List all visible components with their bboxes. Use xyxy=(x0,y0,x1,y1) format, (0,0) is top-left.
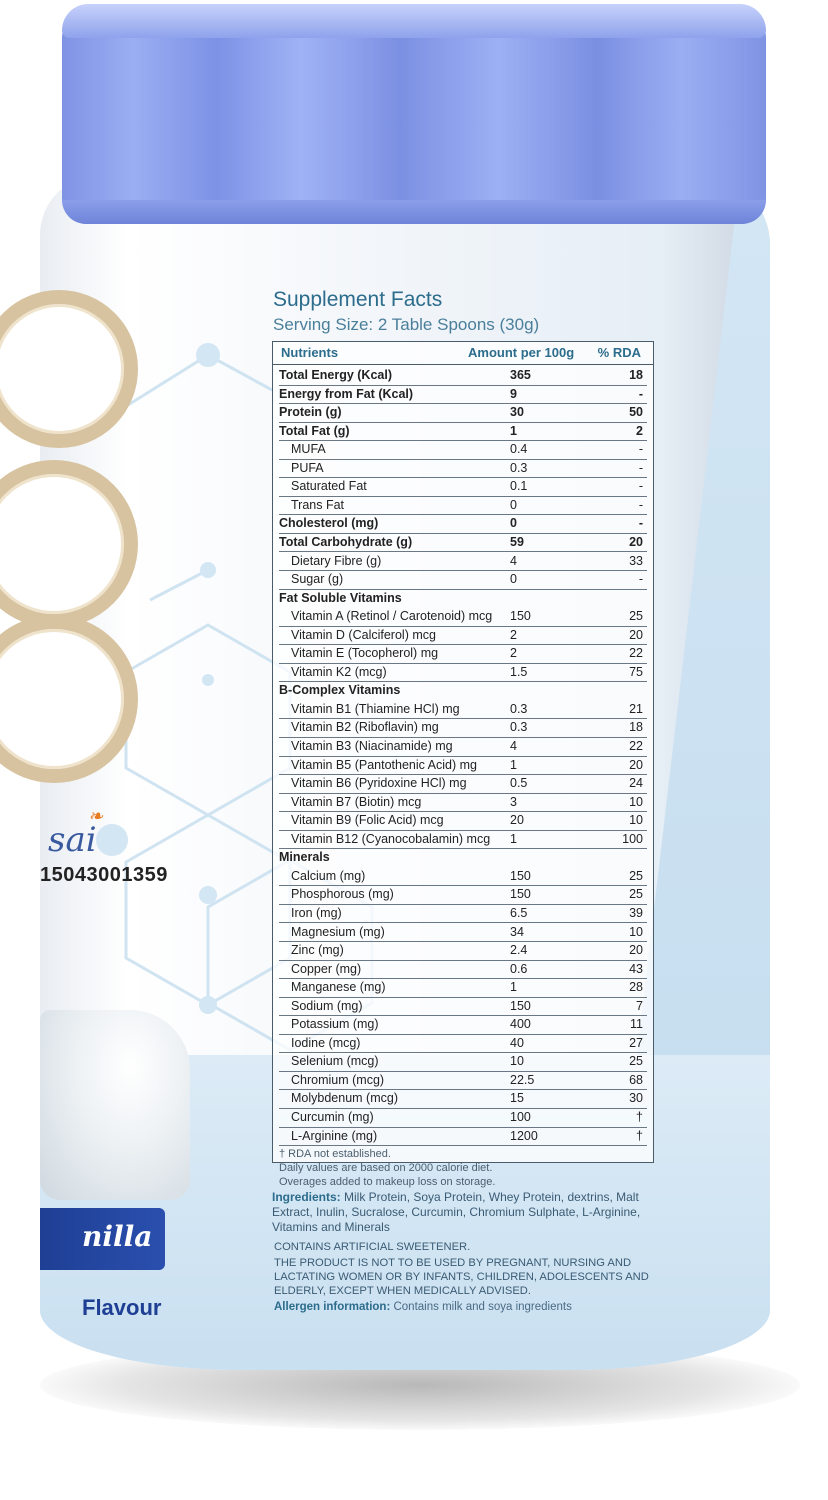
table-section-heading xyxy=(279,848,647,867)
nutrient-amount: 0.1 xyxy=(510,479,528,494)
nutrient-name: Saturated Fat xyxy=(291,479,367,494)
nutrient-name: Vitamin B2 (Riboflavin) mg xyxy=(291,720,439,735)
nutrient-amount: 0.5 xyxy=(510,776,528,791)
table-row xyxy=(279,793,647,813)
table-row xyxy=(279,1015,647,1035)
nutrient-name: B-Complex Vitamins xyxy=(279,683,401,698)
sweetener-warning: CONTAINS ARTIFICIAL SWEETENER. xyxy=(274,1241,471,1253)
nutrient-amount: 4 xyxy=(510,739,517,753)
nutrient-rda: - xyxy=(638,442,643,457)
nutrient-rda: 27 xyxy=(629,1035,643,1050)
table-row xyxy=(279,477,647,497)
note-line: Daily values are based on 2000 calorie diet. xyxy=(279,1162,493,1174)
nutrient-rda: - xyxy=(638,497,643,512)
nutrient-rda: - xyxy=(638,479,643,494)
table-row xyxy=(279,1052,647,1072)
nutrient-name: Vitamin B12 (Cyanocobalamin) mcg xyxy=(291,831,491,846)
table-row xyxy=(279,756,647,776)
nutrient-amount: 20 xyxy=(510,813,524,828)
nutrient-amount: 0.3 xyxy=(510,701,528,716)
table-row xyxy=(279,941,647,961)
table-row xyxy=(279,737,647,757)
nutrient-name: PUFA xyxy=(291,460,324,475)
nutrient-rda: 43 xyxy=(629,961,643,976)
note-line: † RDA not established. xyxy=(279,1148,391,1160)
leaf-icon: ❧ xyxy=(88,806,104,827)
nutrient-rda: † xyxy=(636,1110,643,1124)
nutrient-rda: 28 xyxy=(629,980,643,995)
nutrient-name: Selenium (mcg) xyxy=(291,1054,379,1069)
nutrient-rda: 21 xyxy=(629,701,643,716)
nutrient-name: Vitamin B1 (Thiamine HCl) mg xyxy=(291,701,460,716)
allergen-text: Contains milk and soya ingredients xyxy=(393,1301,572,1313)
table-row xyxy=(279,1108,647,1128)
nutrient-amount: 40 xyxy=(510,1035,524,1050)
table-row xyxy=(279,997,647,1017)
header-nutrients: Nutrients xyxy=(281,345,339,360)
nutrient-name: Total Energy (Kcal) xyxy=(279,368,392,382)
nutrient-name: Sodium (mg) xyxy=(291,998,363,1013)
fssai-logo xyxy=(48,806,104,860)
table-row xyxy=(279,422,647,442)
nutrient-rda: 75 xyxy=(629,664,643,679)
flavour-name: nilla xyxy=(82,1220,153,1253)
nutrient-name: Zinc (mg) xyxy=(291,943,344,958)
nutrient-rda: 100 xyxy=(622,831,643,846)
table-row xyxy=(279,403,647,423)
nutrient-rda: 25 xyxy=(629,887,643,902)
nutrient-name: Dietary Fibre (g) xyxy=(291,553,382,568)
nutrient-name: L-Arginine (mg) xyxy=(291,1128,378,1143)
nutrient-rda: 22 xyxy=(629,739,643,753)
nutrient-name: Iron (mg) xyxy=(291,905,342,920)
table-row xyxy=(279,867,647,887)
nutrient-amount: 150 xyxy=(510,887,531,902)
usage-warning: THE PRODUCT IS NOT TO BE USED BY PREGNANT, NURSING AND LACTATING WOMEN OR BY INFANTS, CHILDREN, ADOLESCENTS AND ELDERLY, EXCEPT WHEN MEDICALLY ADVISED. xyxy=(274,1257,649,1297)
nutrient-name: Potassium (mg) xyxy=(291,1017,379,1032)
nutrient-rda: 25 xyxy=(629,868,643,883)
nutrient-amount: 9 xyxy=(510,386,517,401)
table-header xyxy=(273,342,653,365)
nutrient-name: Vitamin B6 (Pyridoxine HCl) mg xyxy=(291,776,467,791)
nutrient-amount: 150 xyxy=(510,998,531,1013)
nutrient-rda: 30 xyxy=(629,1091,643,1106)
nutrient-name: Curcumin (mg) xyxy=(291,1110,374,1124)
table-row xyxy=(279,552,647,572)
table-row xyxy=(279,663,647,683)
nutrient-amount: 6.5 xyxy=(510,905,528,920)
nutrient-amount: 100 xyxy=(510,1110,531,1124)
nutrient-rda: 18 xyxy=(629,368,643,382)
table-row xyxy=(279,978,647,998)
nutrient-rda: † xyxy=(636,1128,643,1143)
nutrient-amount: 400 xyxy=(510,1017,531,1032)
nutrition-table xyxy=(272,341,654,1163)
table-row xyxy=(279,1089,647,1109)
nutrient-amount: 30 xyxy=(510,405,524,420)
nutrient-name: Vitamin B7 (Biotin) mcg xyxy=(291,794,422,809)
nutrient-name: Vitamin A (Retinol / Carotenoid) mcg xyxy=(291,609,493,624)
nutrient-name: Protein (g) xyxy=(279,405,342,420)
nutrient-rda: 20 xyxy=(629,534,643,549)
nutrient-rda: 68 xyxy=(629,1072,643,1087)
table-row xyxy=(279,885,647,905)
table-row xyxy=(279,960,647,980)
nutrient-amount: 365 xyxy=(510,368,531,382)
nutrient-rda: 25 xyxy=(629,609,643,624)
nutrient-amount: 1.5 xyxy=(510,664,528,679)
nutrient-name: Chromium (mcg) xyxy=(291,1072,385,1087)
table-row xyxy=(279,366,647,386)
table-row xyxy=(279,385,647,405)
nutrient-name: MUFA xyxy=(291,442,326,457)
nutrient-rda: - xyxy=(638,516,643,531)
table-row xyxy=(279,459,647,479)
nutrient-rda: 20 xyxy=(629,943,643,958)
nutrient-rda: 50 xyxy=(629,405,643,420)
nutrient-name: Total Carbohydrate (g) xyxy=(279,534,413,549)
table-row xyxy=(279,904,647,924)
nutrient-name: Total Fat (g) xyxy=(279,423,350,438)
nutrient-name: Iodine (mcg) xyxy=(291,1035,361,1050)
nutrient-name: Calcium (mg) xyxy=(291,868,366,883)
flavour-word: Flavour xyxy=(82,1295,162,1320)
nutrient-name: Cholesterol (mg) xyxy=(279,516,379,531)
nutrient-amount: 59 xyxy=(510,534,524,549)
nutrient-amount: 150 xyxy=(510,868,531,883)
nutrient-amount: 1 xyxy=(510,423,517,438)
nutrient-amount: 0 xyxy=(510,516,517,531)
table-row xyxy=(279,1127,647,1147)
nutrient-amount: 1 xyxy=(510,757,517,772)
ingredients-label: Ingredients: xyxy=(272,1190,341,1204)
nutrient-amount: 0.6 xyxy=(510,961,528,976)
nutrient-rda: 7 xyxy=(636,998,643,1013)
nutrient-name: Sugar (g) xyxy=(291,572,344,587)
nutrient-rda: 22 xyxy=(629,646,643,661)
table-notes xyxy=(279,1147,495,1189)
nutrient-rda: 39 xyxy=(629,905,643,920)
table-row xyxy=(279,700,647,720)
nutrient-amount: 15 xyxy=(510,1091,524,1106)
nutrient-name: Vitamin E (Tocopherol) mg xyxy=(291,646,439,661)
table-row xyxy=(279,811,647,831)
nutrient-name: Fat Soluble Vitamins xyxy=(279,590,402,605)
nutrient-rda: 24 xyxy=(629,776,643,791)
nutrient-name: Vitamin K2 (mcg) xyxy=(291,664,387,679)
table-row xyxy=(279,644,647,664)
nutrient-name: Magnesium (mg) xyxy=(291,924,385,939)
nutrient-amount: 0 xyxy=(510,497,517,512)
table-row xyxy=(279,626,647,646)
lid-bottom-edge xyxy=(62,200,766,224)
nutrient-name: Vitamin B3 (Niacinamide) mg xyxy=(291,739,453,753)
nutrient-name: Phosphorous (mg) xyxy=(291,887,394,902)
nutrient-name: Energy from Fat (Kcal) xyxy=(279,386,414,401)
nutrient-name: Manganese (mg) xyxy=(291,980,386,995)
table-row xyxy=(279,774,647,794)
nutrient-rda: 25 xyxy=(629,1054,643,1069)
table-row xyxy=(279,830,647,850)
table-section-heading xyxy=(279,589,647,608)
milk-glass-image xyxy=(40,1010,190,1200)
nutrient-rda: 10 xyxy=(629,813,643,828)
nutrient-amount: 3 xyxy=(510,794,517,809)
nutrient-amount: 1 xyxy=(510,831,517,846)
table-row xyxy=(279,440,647,460)
table-section-heading xyxy=(279,681,647,700)
nutrient-rda: - xyxy=(638,460,643,475)
lid-rim xyxy=(62,4,766,38)
header-amount: Amount per 100g xyxy=(468,345,575,360)
nutrient-amount: 0 xyxy=(510,572,517,587)
table-row xyxy=(279,1071,647,1091)
serving-size: Serving Size: 2 Table Spoons (30g) xyxy=(273,315,540,334)
header-rda: % RDA xyxy=(597,345,641,360)
nutrient-amount: 2 xyxy=(510,646,517,661)
nutrient-name: Trans Fat xyxy=(291,497,345,512)
nutrient-amount: 1200 xyxy=(510,1128,538,1143)
nutrient-amount: 34 xyxy=(510,924,524,939)
nutrient-amount: 0.3 xyxy=(510,720,528,735)
license-number: 15043001359 xyxy=(40,864,168,886)
nutrient-rda: 20 xyxy=(629,757,643,772)
table-row xyxy=(279,923,647,943)
ingredients-list: Milk Protein, Soya Protein, Whey Protein, dextrins, Malt Extract, Inulin, Sucralose, Curcumin, Chromium Sulphate, L-Arginine, Vitamins and Minerals xyxy=(272,1190,641,1234)
supplement-facts-title: Supplement Facts xyxy=(273,288,443,311)
table-row xyxy=(279,496,647,516)
nutrient-rda: 33 xyxy=(629,553,643,568)
nutrient-name: Vitamin B5 (Pantothenic Acid) mg xyxy=(291,757,477,772)
note-line: Overages added to makeup loss on storage. xyxy=(279,1176,496,1188)
nutrient-rda: 10 xyxy=(629,924,643,939)
nutrient-amount: 1 xyxy=(510,980,517,995)
nutrient-amount: 22.5 xyxy=(510,1072,535,1087)
table-row xyxy=(279,533,647,553)
nutrient-amount: 2.4 xyxy=(510,943,528,958)
nutrient-rda: - xyxy=(638,386,643,401)
nutrient-name: Vitamin D (Calciferol) mcg xyxy=(291,627,436,642)
allergen-info xyxy=(274,1301,572,1313)
nutrient-rda: 2 xyxy=(636,423,643,438)
nutrient-name: Minerals xyxy=(279,850,330,865)
fssai-logo-text: sai xyxy=(48,820,97,860)
table-row xyxy=(279,570,647,590)
table-row xyxy=(279,514,647,534)
table-row xyxy=(279,607,647,627)
nutrient-rda: 10 xyxy=(629,794,643,809)
table-row xyxy=(279,718,647,738)
nutrient-name: Copper (mg) xyxy=(291,961,362,976)
nutrient-amount: 10 xyxy=(510,1054,524,1069)
nutrient-name: Vitamin B9 (Folic Acid) mcg xyxy=(291,813,444,828)
nutrient-rda: 18 xyxy=(629,720,643,735)
nutrient-amount: 4 xyxy=(510,553,517,568)
nutrient-amount: 2 xyxy=(510,627,517,642)
nutrient-amount: 0.4 xyxy=(510,442,528,457)
allergen-label: Allergen information: xyxy=(274,1301,391,1313)
table-row xyxy=(279,1034,647,1054)
nutrient-amount: 0.3 xyxy=(510,460,528,475)
nutrient-name: Molybdenum (mcg) xyxy=(291,1091,398,1106)
nutrient-rda: 20 xyxy=(629,627,643,642)
nutrient-rda: 11 xyxy=(630,1017,643,1032)
ingredients-text xyxy=(272,1190,652,1235)
nutrient-rda: - xyxy=(638,572,643,587)
nutrient-amount: 150 xyxy=(510,609,531,624)
